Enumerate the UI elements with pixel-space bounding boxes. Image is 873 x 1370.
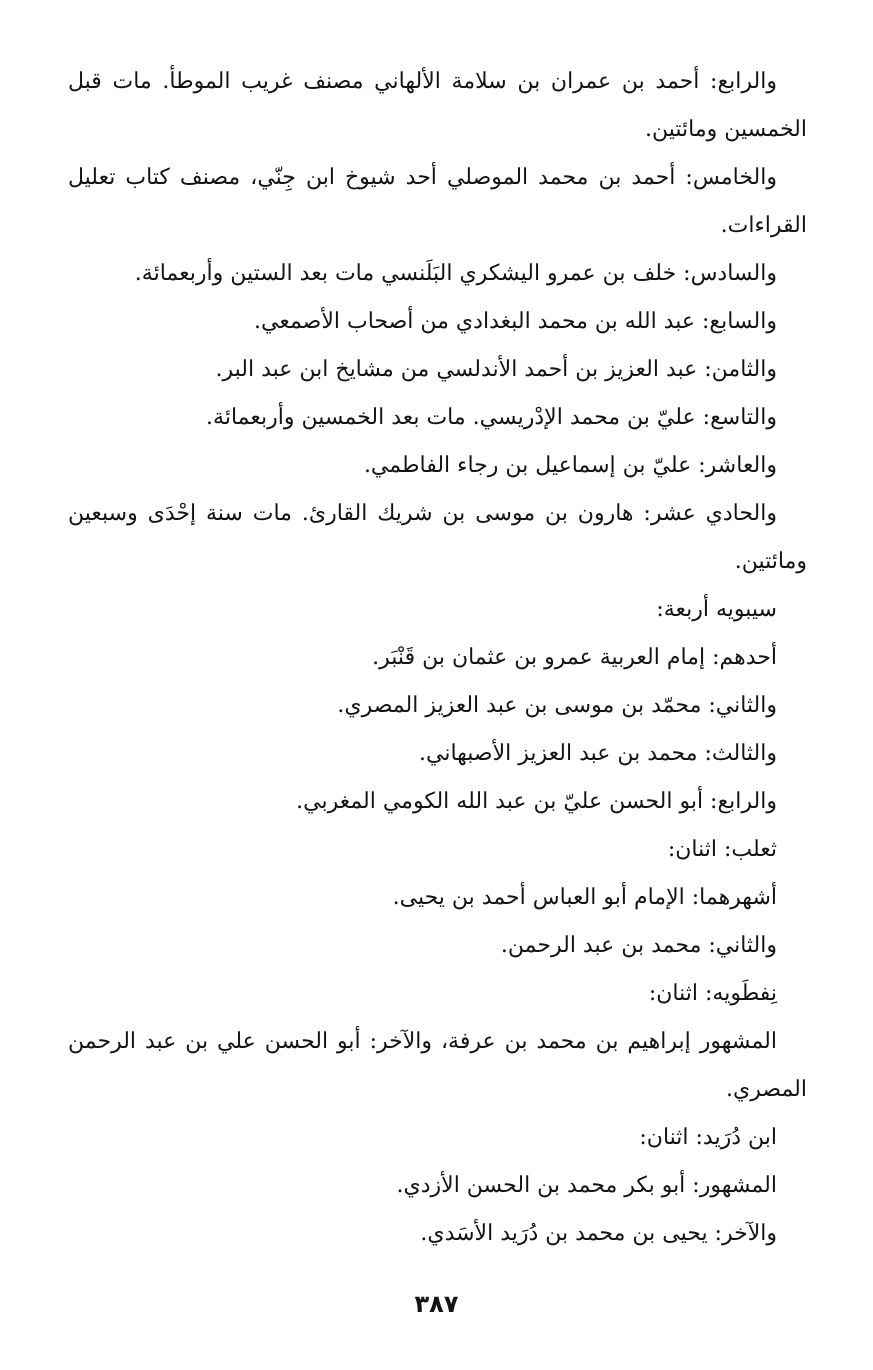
paragraph: والثاني: محمد بن عبد الرحمن. bbox=[500, 933, 777, 958]
paragraph: والثامن: عبد العزيز بن أحمد الأندلسي من مشايخ ابن عبد البر. bbox=[215, 357, 777, 382]
section-heading-niftawayh: نِفطَويه: اثنان: bbox=[648, 981, 777, 1006]
paragraph: والثاني: محمّد بن موسى بن عبد العزيز المصري. bbox=[337, 693, 777, 718]
paragraph: أحدهم: إمام العربية عمرو بن عثمان بن قَنْبَر. bbox=[372, 645, 777, 670]
paragraph: المشهور: أبو بكر محمد بن الحسن الأزدي. bbox=[396, 1173, 777, 1198]
section-heading-ibn-durayd: ابن دُرَيد: اثنان: bbox=[639, 1125, 777, 1150]
paragraph: والخامس: أحمد بن محمد الموصلي أحد شيوخ ابن جِنّي، مصنف كتاب تعليل القراءات. bbox=[68, 165, 807, 238]
section-heading-sibawayh: سيبويه أربعة: bbox=[656, 597, 777, 622]
paragraph: والعاشر: عليّ بن إسماعيل بن رجاء الفاطمي. bbox=[363, 453, 777, 478]
paragraph: والسابع: عبد الله بن محمد البغدادي من أصحاب الأصمعي. bbox=[254, 309, 777, 334]
paragraph: والرابع: أبو الحسن عليّ بن عبد الله الكومي المغربي. bbox=[296, 789, 777, 814]
section-heading-thalab: ثعلب: اثنان: bbox=[667, 837, 777, 862]
paragraph: أشهرهما: الإمام أبو العباس أحمد بن يحيى. bbox=[392, 885, 777, 910]
paragraph: والسادس: خلف بن عمرو اليشكري البَلَنسي مات بعد الستين وأربعمائة. bbox=[134, 261, 777, 286]
paragraph: المشهور إبراهيم بن محمد بن عرفة، والآخر: أبو الحسن علي بن عبد الرحمن المصري. bbox=[68, 1029, 807, 1102]
paragraph: والآخر: يحيى بن محمد بن دُرَيد الأسَدي. bbox=[420, 1221, 777, 1246]
page-number: ٣٨٧ bbox=[414, 1290, 459, 1318]
paragraph: والثالث: محمد بن عبد العزيز الأصبهاني. bbox=[418, 741, 777, 766]
page-body-text bbox=[68, 58, 807, 1258]
paragraph: والرابع: أحمد بن عمران بن سلامة الألهاني مصنف غريب الموطأ. مات قبل الخمسين ومائتين. bbox=[68, 69, 807, 142]
paragraph: والحادي عشر: هارون بن موسى بن شريك القارئ. مات سنة إحْدَى وسبعين ومائتين. bbox=[68, 501, 807, 574]
paragraph: والتاسع: عليّ بن محمد الإدْريسي. مات بعد الخمسين وأربعمائة. bbox=[206, 405, 777, 430]
